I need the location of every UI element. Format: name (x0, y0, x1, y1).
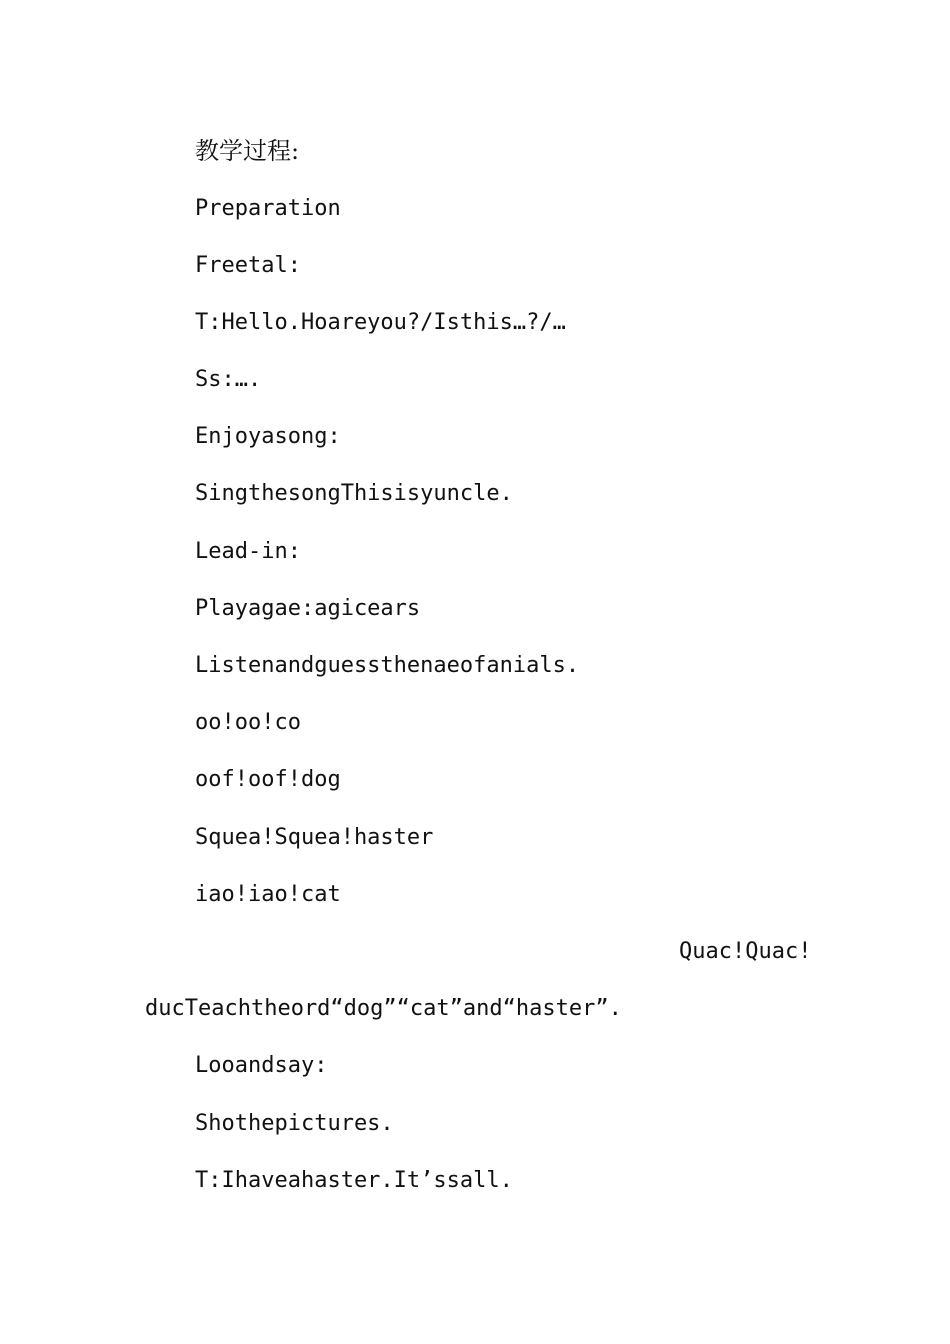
section-heading: 教学过程: (195, 137, 300, 165)
text-line: SingthesongThisisyuncle. (195, 481, 513, 506)
text-line: Freetal: (195, 253, 301, 278)
text-line: iao!iao!cat (195, 882, 341, 907)
text-line: Ss:…. (195, 367, 262, 392)
text-line-right: Quac!Quac! (679, 939, 812, 964)
text-line: T:Ihaveahaster.It’ssall. (195, 1168, 513, 1193)
text-line: Playagae:agicears (195, 596, 421, 621)
text-line: Listenandguessthenaeofanials. (195, 653, 580, 678)
text-line: oo!oo!co (195, 710, 301, 735)
text-line: Looandsay: (195, 1053, 328, 1078)
text-line: T:Hello.Hoareyou?/Isthis…?/… (195, 310, 566, 335)
text-line: oof!oof!dog (195, 767, 341, 792)
text-line: Shothepictures. (195, 1111, 394, 1136)
text-line: Lead-in: (195, 539, 301, 564)
text-line-full: ducTeachtheord“dog”“cat”and“haster”. (145, 996, 622, 1021)
text-line: Squea!Squea!haster (195, 825, 434, 850)
text-line: Preparation (195, 196, 341, 221)
text-line: Enjoyasong: (195, 424, 341, 449)
